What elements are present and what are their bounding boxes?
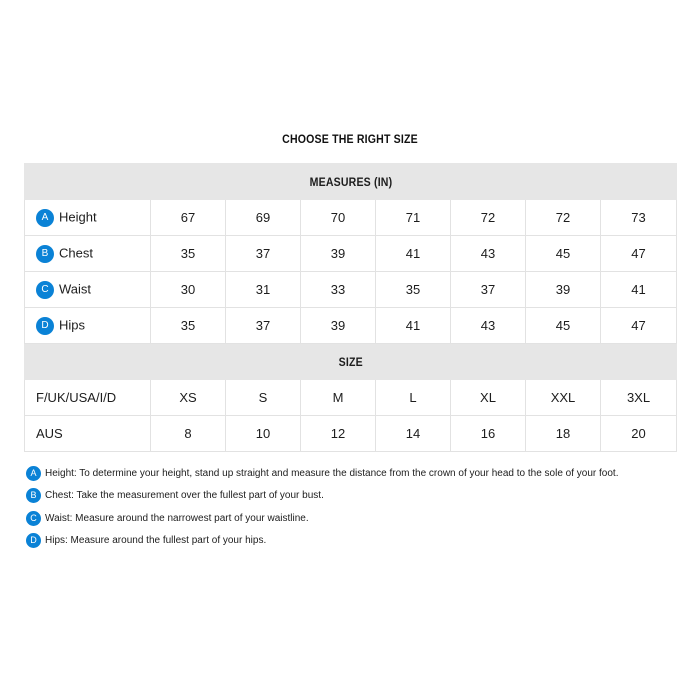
table-cell: 35 bbox=[376, 272, 451, 308]
table-cell: 35 bbox=[151, 308, 226, 344]
table-cell: 47 bbox=[601, 308, 677, 344]
table-row-eu-size bbox=[25, 380, 677, 416]
table-cell: 41 bbox=[601, 272, 677, 308]
row-label-chest: B Chest bbox=[25, 236, 151, 272]
table-cell: M bbox=[301, 380, 376, 416]
badge-c-icon: C bbox=[36, 281, 54, 299]
measures-header: MEASURES (IN) bbox=[25, 164, 677, 200]
table-cell: 35 bbox=[151, 236, 226, 272]
table-cell: 37 bbox=[451, 272, 526, 308]
table-row-hips bbox=[25, 308, 677, 344]
badge-d-icon: D bbox=[26, 533, 41, 548]
table-cell: 45 bbox=[526, 308, 601, 344]
table-cell: 41 bbox=[376, 236, 451, 272]
row-label-aus-size: AUS bbox=[25, 416, 151, 452]
note-height bbox=[26, 462, 686, 485]
table-cell: 3XL bbox=[601, 380, 677, 416]
row-label-waist: C Waist bbox=[25, 272, 151, 308]
badge-c-icon: C bbox=[26, 511, 41, 526]
badge-b-icon: B bbox=[26, 488, 41, 503]
table-cell: 69 bbox=[226, 200, 301, 236]
table-cell: 8 bbox=[151, 416, 226, 452]
note-hips bbox=[26, 530, 686, 553]
table-cell: 71 bbox=[376, 200, 451, 236]
table-cell: XXL bbox=[526, 380, 601, 416]
table-cell: 73 bbox=[601, 200, 677, 236]
table-cell: 43 bbox=[451, 308, 526, 344]
badge-d-icon: D bbox=[36, 317, 54, 335]
table-cell: 39 bbox=[301, 308, 376, 344]
size-header: SIZE bbox=[25, 344, 677, 380]
note-text: Chest: Take the measurement over the fullest part of your bust. bbox=[45, 490, 324, 502]
table-cell: 20 bbox=[601, 416, 677, 452]
row-label-eu-size: F/UK/USA/I/D bbox=[25, 380, 151, 416]
table-cell: 47 bbox=[601, 236, 677, 272]
table-cell: 41 bbox=[376, 308, 451, 344]
note-waist bbox=[26, 507, 686, 530]
table-cell: 39 bbox=[526, 272, 601, 308]
table-cell: 37 bbox=[226, 236, 301, 272]
table-cell: 67 bbox=[151, 200, 226, 236]
table-row-aus-size bbox=[25, 416, 677, 452]
page-title: CHOOSE THE RIGHT SIZE bbox=[282, 132, 418, 146]
row-label-hips: D Hips bbox=[25, 308, 151, 344]
table-row-chest bbox=[25, 236, 677, 272]
badge-a-icon: A bbox=[36, 209, 54, 227]
size-chart-table bbox=[24, 163, 677, 452]
table-cell: 12 bbox=[301, 416, 376, 452]
note-text: Hips: Measure around the fullest part of your hips. bbox=[45, 535, 267, 547]
table-cell: 72 bbox=[526, 200, 601, 236]
size-header-row bbox=[25, 344, 677, 380]
table-cell: XL bbox=[451, 380, 526, 416]
table-cell: S bbox=[226, 380, 301, 416]
table-cell: 39 bbox=[301, 236, 376, 272]
note-chest bbox=[26, 485, 686, 508]
table-cell: 33 bbox=[301, 272, 376, 308]
badge-a-icon: A bbox=[26, 466, 41, 481]
table-row-height bbox=[25, 200, 677, 236]
table-cell: 10 bbox=[226, 416, 301, 452]
table-row-waist bbox=[25, 272, 677, 308]
table-cell: 31 bbox=[226, 272, 301, 308]
note-text: Waist: Measure around the narrowest part of your waistline. bbox=[45, 512, 309, 524]
row-label-height: A Height bbox=[25, 200, 151, 236]
table-cell: 37 bbox=[226, 308, 301, 344]
table-cell: 18 bbox=[526, 416, 601, 452]
table-cell: L bbox=[376, 380, 451, 416]
table-cell: 45 bbox=[526, 236, 601, 272]
table-cell: 30 bbox=[151, 272, 226, 308]
table-cell: 72 bbox=[451, 200, 526, 236]
table-cell: 16 bbox=[451, 416, 526, 452]
table-cell: 70 bbox=[301, 200, 376, 236]
measurement-notes bbox=[26, 462, 686, 552]
note-text: Height: To determine your height, stand up straight and measure the distance from the crown of your head to the sole of your foot. bbox=[45, 467, 619, 479]
badge-b-icon: B bbox=[36, 245, 54, 263]
table-cell: XS bbox=[151, 380, 226, 416]
measures-header-row bbox=[25, 164, 677, 200]
table-cell: 14 bbox=[376, 416, 451, 452]
table-cell: 43 bbox=[451, 236, 526, 272]
